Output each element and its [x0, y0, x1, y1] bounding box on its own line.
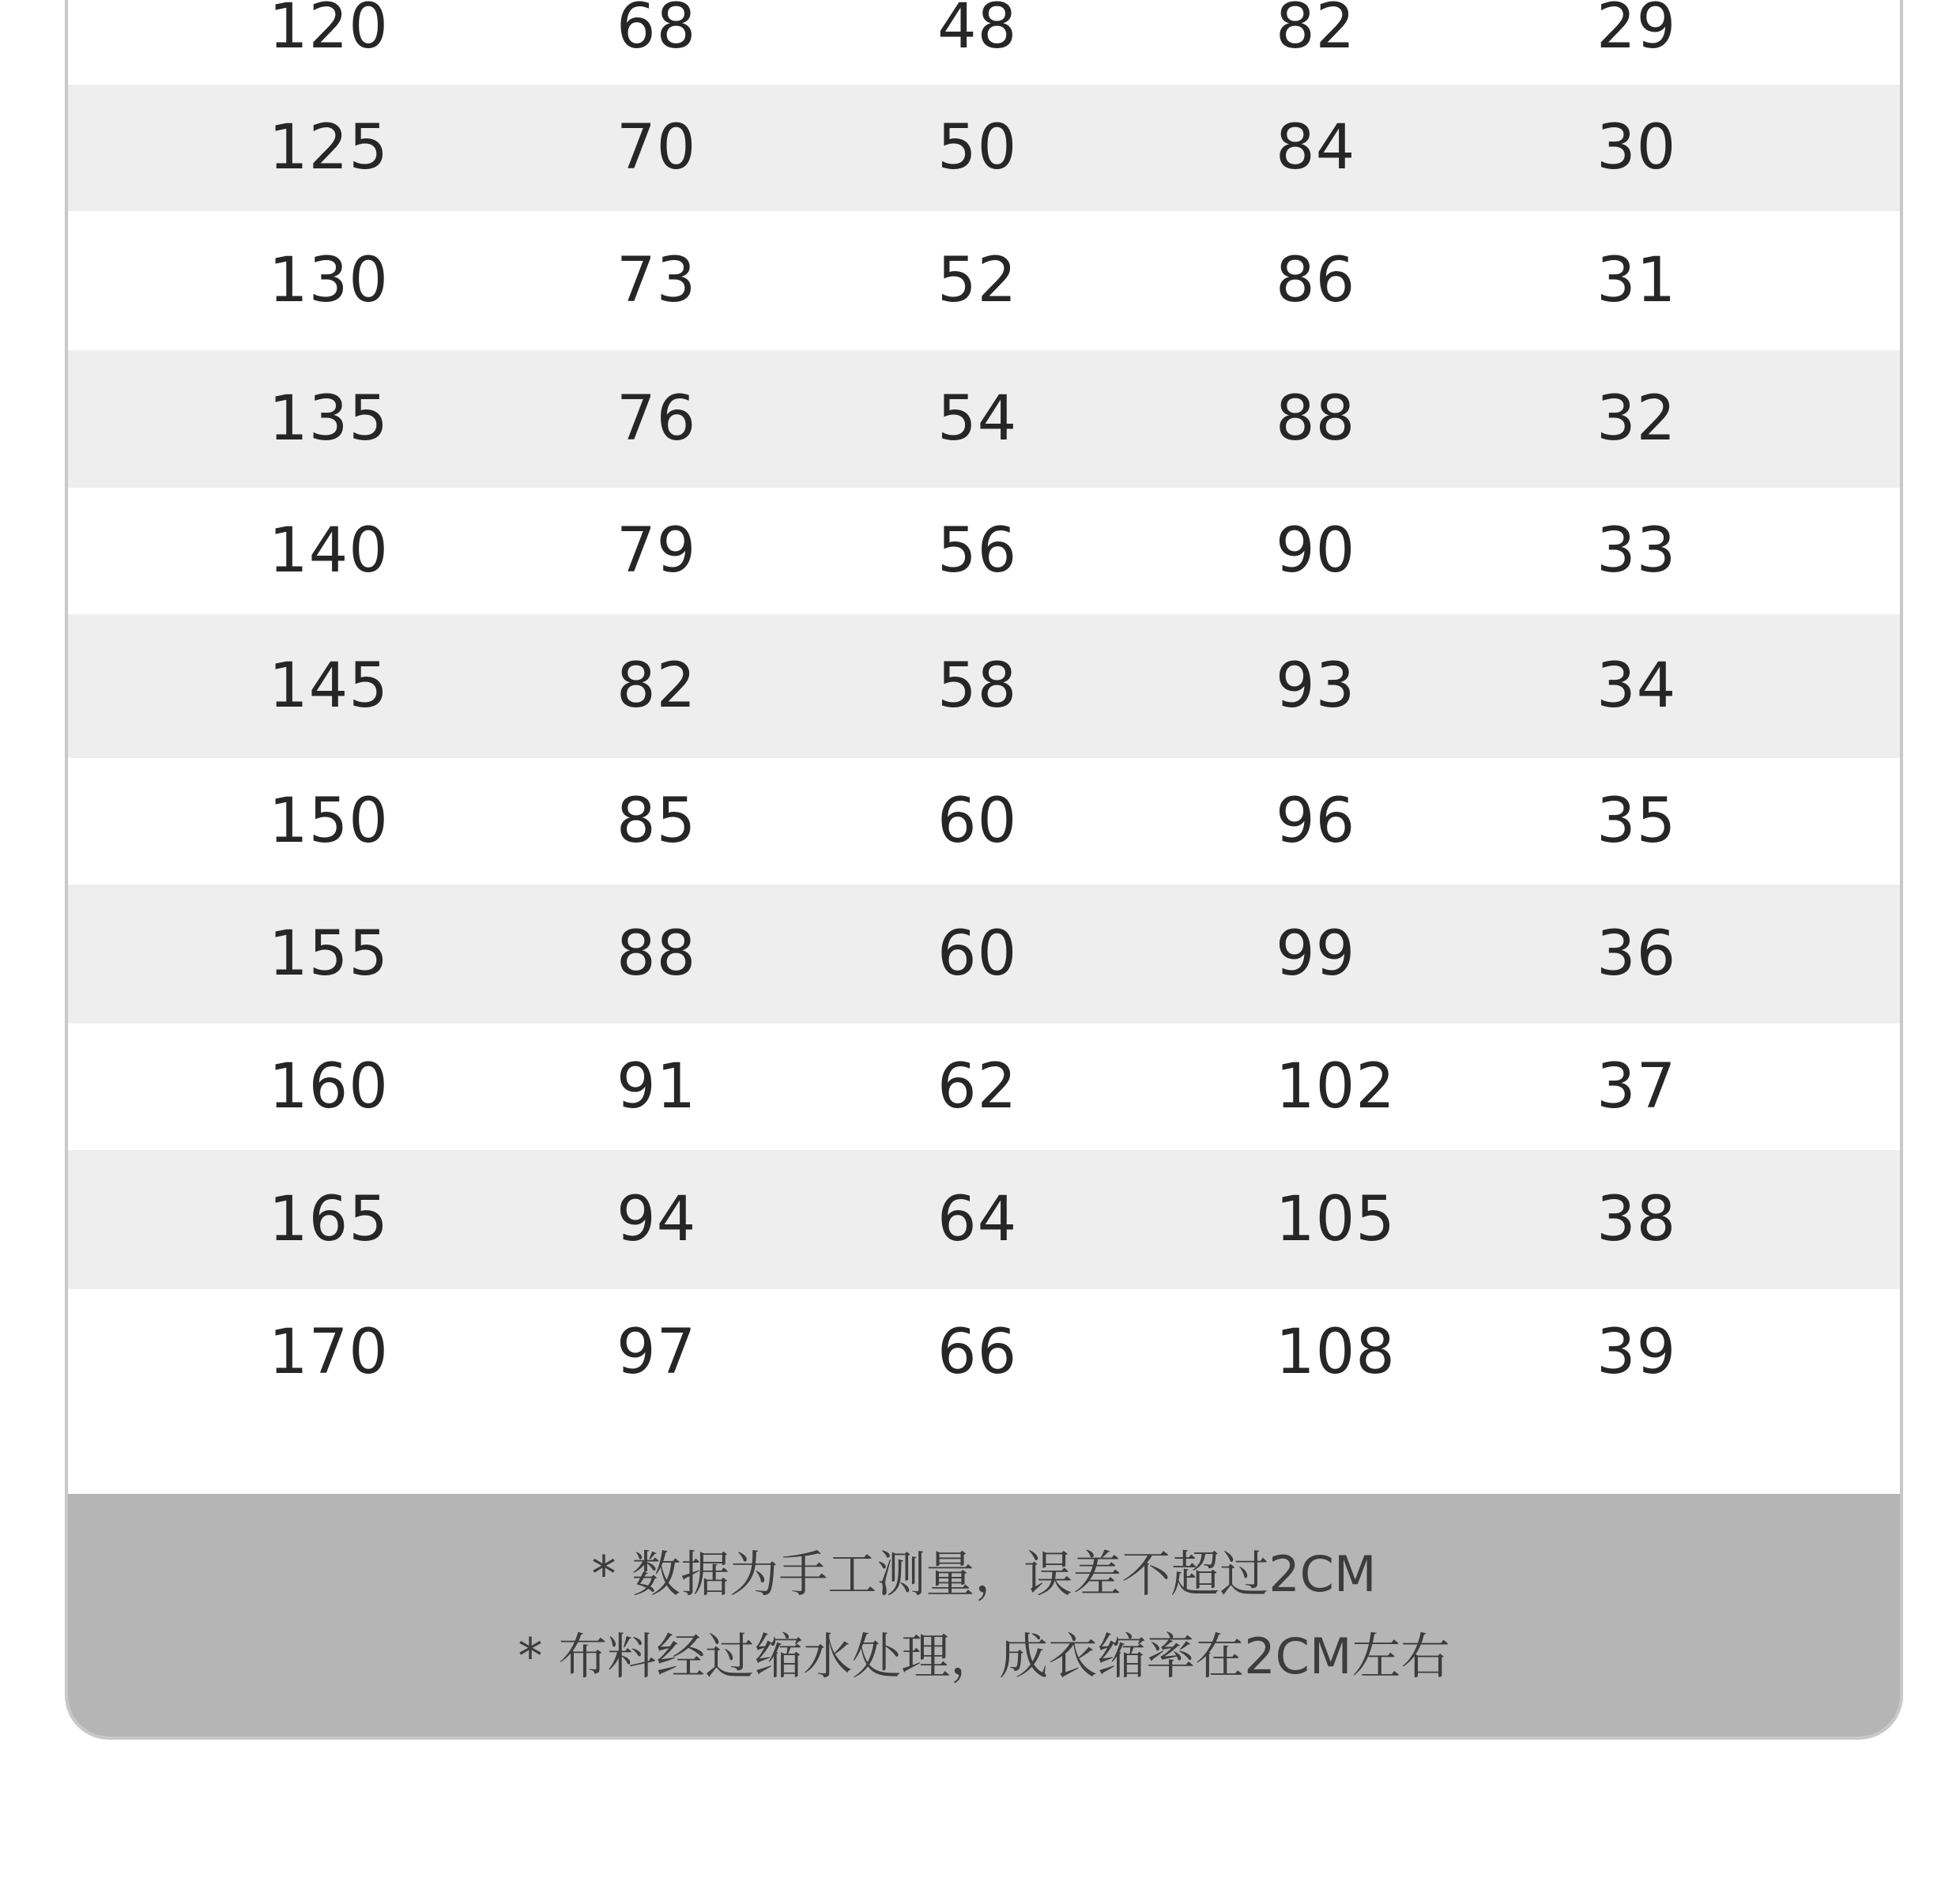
- table-cell: 64: [937, 1184, 1018, 1255]
- table-cell: 60: [937, 918, 1018, 990]
- table-cell: 34: [1596, 651, 1677, 722]
- table-row: [68, 488, 1900, 614]
- table-cell: 86: [1276, 245, 1356, 316]
- table-cell: 160: [269, 1051, 389, 1122]
- table-cell: 68: [616, 0, 697, 62]
- note-shrinkage: * 布料经过缩水处理，成衣缩率在2CM左右: [518, 1627, 1450, 1685]
- table-row: [68, 350, 1900, 488]
- table-cell: 155: [269, 918, 389, 990]
- table-cell: 84: [1276, 112, 1356, 183]
- table-row: [68, 0, 1900, 85]
- table-row: [68, 1150, 1900, 1289]
- table-row: [68, 614, 1900, 758]
- table-row: [68, 85, 1900, 211]
- table-cell: 125: [269, 112, 389, 183]
- table-cell: 82: [1276, 0, 1356, 62]
- table-cell: 85: [616, 786, 697, 857]
- table-cell: 82: [616, 651, 697, 722]
- table-cell: 37: [1596, 1051, 1677, 1122]
- table-cell: 58: [937, 651, 1018, 722]
- table-cell: 145: [269, 651, 389, 722]
- table-cell: 70: [616, 112, 697, 183]
- table-cell: 90: [1276, 515, 1356, 586]
- table-cell: 66: [937, 1317, 1018, 1388]
- table-row: [68, 1289, 1900, 1416]
- table-row: [68, 758, 1900, 884]
- table-cell: 91: [616, 1051, 697, 1122]
- table-cell: 140: [269, 515, 389, 586]
- table-cell: 108: [1276, 1317, 1396, 1388]
- table-cell: 150: [269, 786, 389, 857]
- table-cell: 38: [1596, 1184, 1677, 1255]
- table-cell: 88: [1276, 383, 1356, 454]
- table-cell: 97: [616, 1317, 697, 1388]
- table-cell: 32: [1596, 383, 1677, 454]
- table-cell: 94: [616, 1184, 697, 1255]
- table-row: [68, 884, 1900, 1024]
- table-cell: 60: [937, 786, 1018, 857]
- table-row: [68, 211, 1900, 350]
- table-cell: 165: [269, 1184, 389, 1255]
- table-cell: 56: [937, 515, 1018, 586]
- table-cell: 76: [616, 383, 697, 454]
- table-cell: 102: [1276, 1051, 1396, 1122]
- table-cell: 130: [269, 245, 389, 316]
- note-measurement: * 数据为手工测量，误差不超过2CM: [591, 1544, 1377, 1603]
- table-cell: 39: [1596, 1317, 1677, 1388]
- table-cell: 29: [1596, 0, 1677, 62]
- table-cell: 135: [269, 383, 389, 454]
- table-cell: 170: [269, 1317, 389, 1388]
- table-row: [68, 1024, 1900, 1150]
- table-cell: 96: [1276, 786, 1356, 857]
- table-cell: 120: [269, 0, 389, 62]
- table-cell: 30: [1596, 112, 1677, 183]
- table-cell: 52: [937, 245, 1018, 316]
- table-cell: 105: [1276, 1184, 1396, 1255]
- table-cell: 79: [616, 515, 697, 586]
- table-cell: 54: [937, 383, 1018, 454]
- table-cell: 36: [1596, 918, 1677, 990]
- table-cell: 33: [1596, 515, 1677, 586]
- table-cell: 31: [1596, 245, 1677, 316]
- table-cell: 50: [937, 112, 1018, 183]
- table-cell: 99: [1276, 918, 1356, 990]
- table-cell: 88: [616, 918, 697, 990]
- table-cell: 93: [1276, 651, 1356, 722]
- notes-footer: [68, 1494, 1900, 1737]
- size-table: [68, 0, 1900, 1416]
- table-cell: 35: [1596, 786, 1677, 857]
- table-cell: 62: [937, 1051, 1018, 1122]
- table-cell: 48: [937, 0, 1018, 62]
- size-chart-card: [65, 0, 1903, 1740]
- table-cell: 73: [616, 245, 697, 316]
